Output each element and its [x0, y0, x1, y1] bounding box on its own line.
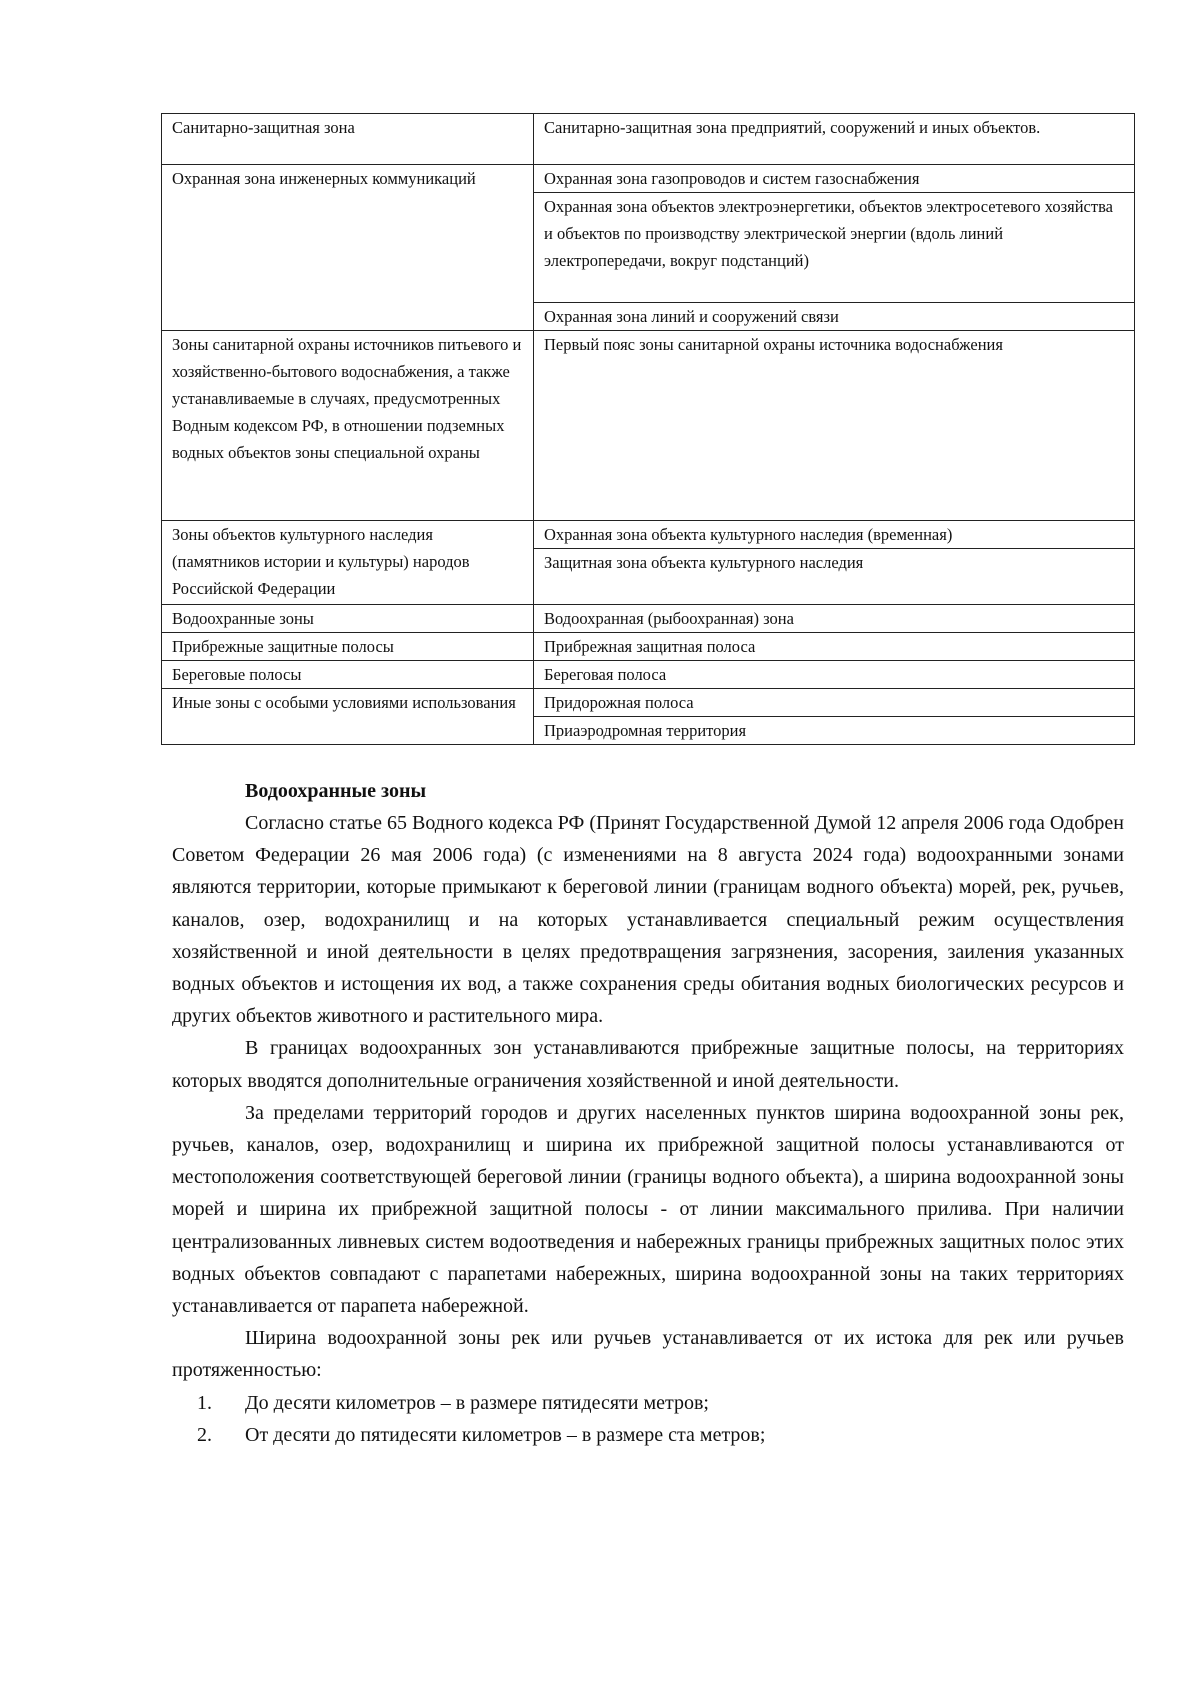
table-row	[162, 689, 1135, 717]
table-row	[162, 661, 1135, 689]
cell-text: Первый пояс зоны санитарной охраны источника водоснабжения	[544, 335, 1003, 354]
list-item-text: От десяти до пятидесяти километров – в размере ста метров;	[245, 1423, 766, 1446]
list-item	[172, 1387, 1124, 1419]
table-cell-zone	[534, 193, 1135, 303]
list-item-number: 1.	[197, 1391, 212, 1414]
table-cell-category	[162, 165, 534, 331]
list-item-number: 2.	[197, 1423, 212, 1446]
table-cell-zone	[534, 114, 1135, 165]
paragraph: Ширина водоохранной зоны рек или ручьев устанавливается от их истока для рек или ручьев протяженностью:	[172, 1327, 1124, 1382]
table-row	[162, 114, 1135, 165]
cell-text: Иные зоны с особыми условиями использования	[172, 693, 516, 712]
table-cell-zone	[534, 331, 1135, 521]
cell-text: Защитная зона объекта культурного наследия	[544, 553, 864, 572]
table-cell-category	[162, 521, 534, 605]
cell-text: Санитарно-защитная зона предприятий, сооружений и иных объектов.	[544, 118, 1041, 137]
table-cell-zone	[534, 549, 1135, 605]
table-cell-zone	[534, 717, 1135, 745]
cell-text: Береговая полоса	[544, 665, 667, 684]
cell-text: Охранная зона линий и сооружений связи	[544, 307, 839, 326]
cell-text: Зоны санитарной охраны источников питьевого и хозяйственно-бытового водоснабжения, а также устанавливаемые в случаях, предусмотренных Водным кодексом РФ, в отношении подземных водных объектов зоны специальной охраны	[172, 335, 522, 462]
cell-text: Водоохранная (рыбоохранная) зона	[544, 609, 794, 628]
cell-text: Придорожная полоса	[544, 693, 694, 712]
body-text	[172, 807, 1124, 1451]
table-cell-zone	[534, 633, 1135, 661]
cell-text: Приаэродромная территория	[544, 721, 747, 740]
cell-text: Прибрежная защитная полоса	[544, 637, 756, 656]
table-cell-zone	[534, 689, 1135, 717]
list-item	[172, 1419, 1124, 1451]
cell-text: Охранная зона газопроводов и систем газоснабжения	[544, 169, 920, 188]
table-cell-category	[162, 633, 534, 661]
cell-text: Прибрежные защитные полосы	[172, 637, 394, 656]
cell-text: Зоны объектов культурного наследия (памятников истории и культуры) народов Российской Федерации	[172, 525, 470, 598]
table-cell-category	[162, 689, 534, 745]
table-cell-zone	[534, 661, 1135, 689]
table-row	[162, 605, 1135, 633]
cell-text: Охранная зона инженерных коммуникаций	[172, 169, 476, 188]
table-row	[162, 331, 1135, 521]
cell-text: Охранная зона объекта культурного наследия (временная)	[544, 525, 953, 544]
paragraph: В границах водоохранных зон устанавливаются прибрежные защитные полосы, на территориях которых вводятся дополнительные ограничения хозяйственной и иной деятельности.	[172, 1037, 1124, 1092]
table-cell-category	[162, 661, 534, 689]
width-list	[172, 1387, 1124, 1451]
cell-text: Охранная зона объектов электроэнергетики, объектов электросетевого хозяйства и объектов по производству электрической энергии (вдоль линий электропередачи, вокруг подстанций)	[544, 197, 1113, 270]
section-title: Водоохранные зоны	[245, 780, 427, 802]
table-row	[162, 521, 1135, 549]
table-cell-zone	[534, 165, 1135, 193]
cell-text: Водоохранные зоны	[172, 609, 314, 628]
table-cell-zone	[534, 521, 1135, 549]
table-cell-category	[162, 331, 534, 521]
table-row	[162, 633, 1135, 661]
table-cell-zone	[534, 605, 1135, 633]
list-item-text: До десяти километров – в размере пятидесяти метров;	[245, 1391, 709, 1414]
paragraph: Согласно статье 65 Водного кодекса РФ (Принят Государственной Думой 12 апреля 2006 года Одобрен Советом Федерации 26 мая 2006 года) (с изменениями на 8 августа 2024 года) водоохранными зонами являются территории, которые примыкают к береговой линии (границам водного объекта) морей, рек, ручьев, каналов, озер, водохранилищ и на которых устанавливается специальный режим осуществления хозяйственной и иной деятельности в целях предотвращения загрязнения, засорения, заиления указанных водных объектов и истощения их вод, а также сохранения среды обитания водных биологических ресурсов и других объектов животного и растительного мира.	[172, 812, 1124, 1028]
zones-table	[161, 113, 1135, 745]
cell-text: Санитарно-защитная зона	[172, 118, 355, 137]
table-row	[162, 165, 1135, 193]
table-cell-category	[162, 114, 534, 165]
paragraph: За пределами территорий городов и других населенных пунктов ширина водоохранной зоны рек, ручьев, каналов, озер, водохранилищ и ширина их прибрежной защитной полосы устанавливаются от местоположения соответствующей береговой линии (границы водного объекта), а ширина водоохранной зоны морей и ширина их прибрежной защитной полосы - от линии максимального прилива. При наличии централизованных ливневых систем водоотведения и набережных границы прибрежных защитных полос этих водных объектов совпадают с парапетами набережных, ширина водоохранной зоны на таких территориях устанавливается от парапета набережной.	[172, 1101, 1124, 1318]
cell-text: Береговые полосы	[172, 665, 302, 684]
table-cell-category	[162, 605, 534, 633]
table-cell-zone	[534, 303, 1135, 331]
